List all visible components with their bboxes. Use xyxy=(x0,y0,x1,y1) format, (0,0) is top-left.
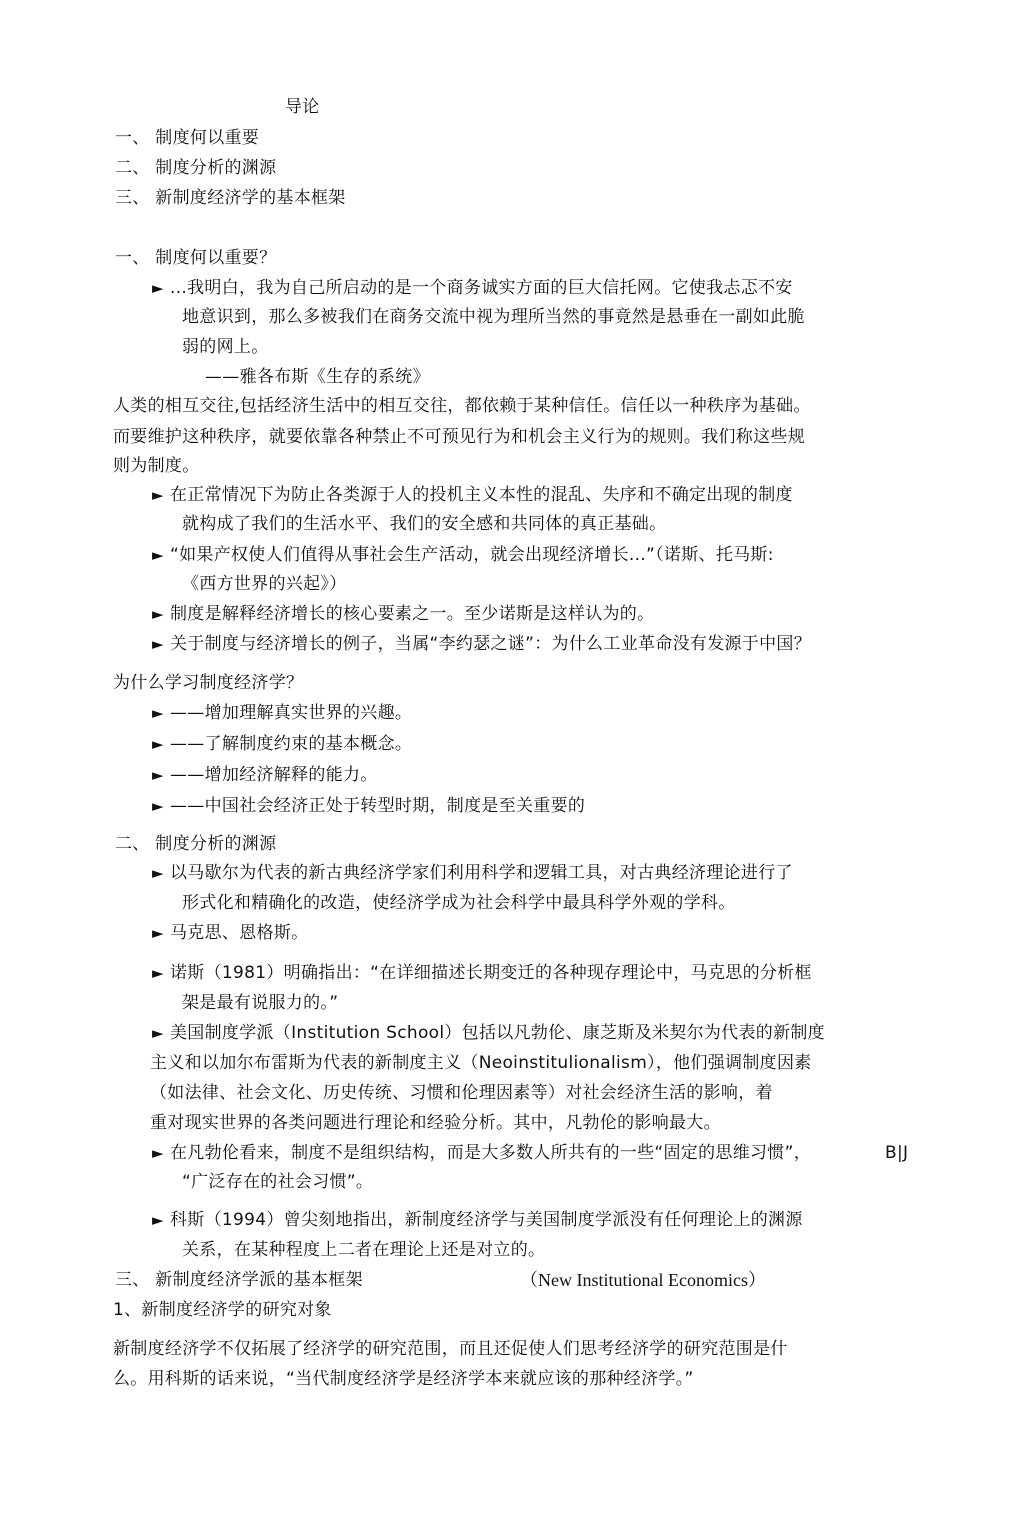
why-item: ► ——了解制度约束的基本概念。 xyxy=(152,734,413,754)
bullet-icon: ► xyxy=(152,1024,164,1042)
bullet-icon: ► xyxy=(152,1211,164,1229)
bullet-icon: ► xyxy=(152,279,164,297)
bullet-item: ► 马克思、恩格斯。 xyxy=(152,923,309,943)
quote-line: ► ...我明白，我为自己所启动的是一个商务诚实方面的巨大信托网。它使我忐忑不安 xyxy=(152,278,793,298)
bullet-item: ► 科斯（1994）曾尖刻地指出，新制度经济学与美国制度学派没有任何理论上的渊源 xyxy=(152,1210,803,1230)
why-item: ► ——增加经济解释的能力。 xyxy=(152,765,378,785)
bullet-item: ► 关于制度与经济增长的例子，当属“李约瑟之谜”：为什么工业革命没有发源于中国？ xyxy=(152,634,812,654)
toc-item: 一、 制度何以重要 xyxy=(115,128,260,148)
paragraph-line: 则为制度。 xyxy=(113,456,200,476)
quote-line: 地意识到，那么多被我们在商务交流中视为理所当然的事竟然是悬垂在一副如此脆 xyxy=(182,307,805,327)
bullet-item: ► 以马歇尔为代表的新古典经济学家们利用科学和逻辑工具，对古典经济理论进行了 xyxy=(152,863,793,883)
bullet-icon: ► xyxy=(152,635,164,653)
paragraph-line: 新制度经济学不仅拓展了经济学的研究范围，而且还促使人们思考经济学的研究范围是什 xyxy=(113,1339,788,1359)
page-title: 导论 xyxy=(285,97,320,117)
bullet-item: ► 制度是解释经济增长的核心要素之一。至少诺斯是这样认为的。 xyxy=(152,604,655,624)
bullet-icon: ► xyxy=(152,704,164,722)
bullet-icon: ► xyxy=(152,605,164,623)
bullet-continuation: 就构成了我们的生活水平、我们的安全感和共同体的真正基础。 xyxy=(182,514,667,534)
bullet-continuation: 重对现实世界的各类问题进行理论和经验分析。其中，凡勃伦的影响最大。 xyxy=(150,1113,721,1133)
bullet-icon: ► xyxy=(152,797,164,815)
subheading-why: 为什么学习制度经济学？ xyxy=(113,673,304,693)
paragraph-line: 么。用科斯的话来说，“当代制度经济学是经济学本来就应该的那种经济学。” xyxy=(113,1369,694,1389)
quote-attribution: ——雅各布斯《生存的系统》 xyxy=(205,367,430,387)
bullet-icon: ► xyxy=(152,766,164,784)
bullet-item: ► 在凡勃伦看来，制度不是组织结构，而是大多数人所共有的一些“固定的思维习惯”， xyxy=(152,1143,812,1163)
bullet-icon: ► xyxy=(152,964,164,982)
bullet-continuation: “广泛存在的社会习惯”。 xyxy=(182,1172,374,1192)
section-3-heading: 三、 新制度经济学派的基本框架 xyxy=(115,1270,363,1290)
bullet-continuation: （如法律、社会文化、历史传统、习惯和伦理因素等）对社会经济生活的影响，着 xyxy=(150,1083,773,1103)
section-1-heading: 一、 制度何以重要？ xyxy=(115,248,277,268)
bullet-icon: ► xyxy=(152,924,164,942)
toc-item: 三、 新制度经济学的基本框架 xyxy=(115,188,346,208)
quote-line: 弱的网上。 xyxy=(182,337,269,357)
bullet-icon: ► xyxy=(152,864,164,882)
bullet-continuation: 关系，在某种程度上二者在理论上还是对立的。 xyxy=(182,1240,546,1260)
bullet-continuation: 主义和以加尔布雷斯为代表的新制度主义（Neoinstitulionalism），他们强调制度因素 xyxy=(150,1053,812,1073)
bullet-continuation: 《西方世界的兴起》） xyxy=(182,574,347,594)
bullet-icon: ► xyxy=(152,546,164,564)
section-3-heading-en: （New Institutional Economics） xyxy=(520,1270,766,1290)
bullet-item: ► 诺斯（1981）明确指出：“在详细描述长期变迁的各种现存理论中，马克思的分析框 xyxy=(152,963,812,983)
subsection-heading: 1、新制度经济学的研究对象 xyxy=(113,1300,332,1320)
bullet-item: ► 在正常情况下为防止各类源于人的投机主义本性的混乱、失序和不确定出现的制度 xyxy=(152,485,793,505)
bullet-continuation: 架是最有说服力的。” xyxy=(182,993,339,1013)
bullet-item: ► “如果产权使人们值得从事社会生产活动，就会出现经济增长...”（诺斯、托马斯: xyxy=(152,545,774,565)
paragraph-line: 人类的相互交往,包括经济生活中的相互交往，都依赖于某种信任。信任以一种秩序为基础。 xyxy=(113,396,811,416)
bullet-continuation: 形式化和精确化的改造，使经济学成为社会科学中最具科学外观的学科。 xyxy=(182,893,736,913)
stray-text: B|J xyxy=(885,1143,909,1163)
bullet-icon: ► xyxy=(152,1144,164,1162)
section-2-heading: 二、 制度分析的渊源 xyxy=(115,834,277,854)
bullet-icon: ► xyxy=(152,486,164,504)
why-item: ► ——中国社会经济正处于转型时期，制度是至关重要的 xyxy=(152,796,586,816)
toc-item: 二、 制度分析的渊源 xyxy=(115,158,277,178)
bullet-icon: ► xyxy=(152,735,164,753)
why-item: ► ——增加理解真实世界的兴趣。 xyxy=(152,703,413,723)
paragraph-line: 而要维护这种秩序，就要依靠各种禁止不可预见行为和机会主义行为的规则。我们称这些规 xyxy=(113,427,805,447)
bullet-item: ► 美国制度学派（Institution School）包括以凡勃伦、康芝斯及米契尔为代表的新制度 xyxy=(152,1023,825,1043)
